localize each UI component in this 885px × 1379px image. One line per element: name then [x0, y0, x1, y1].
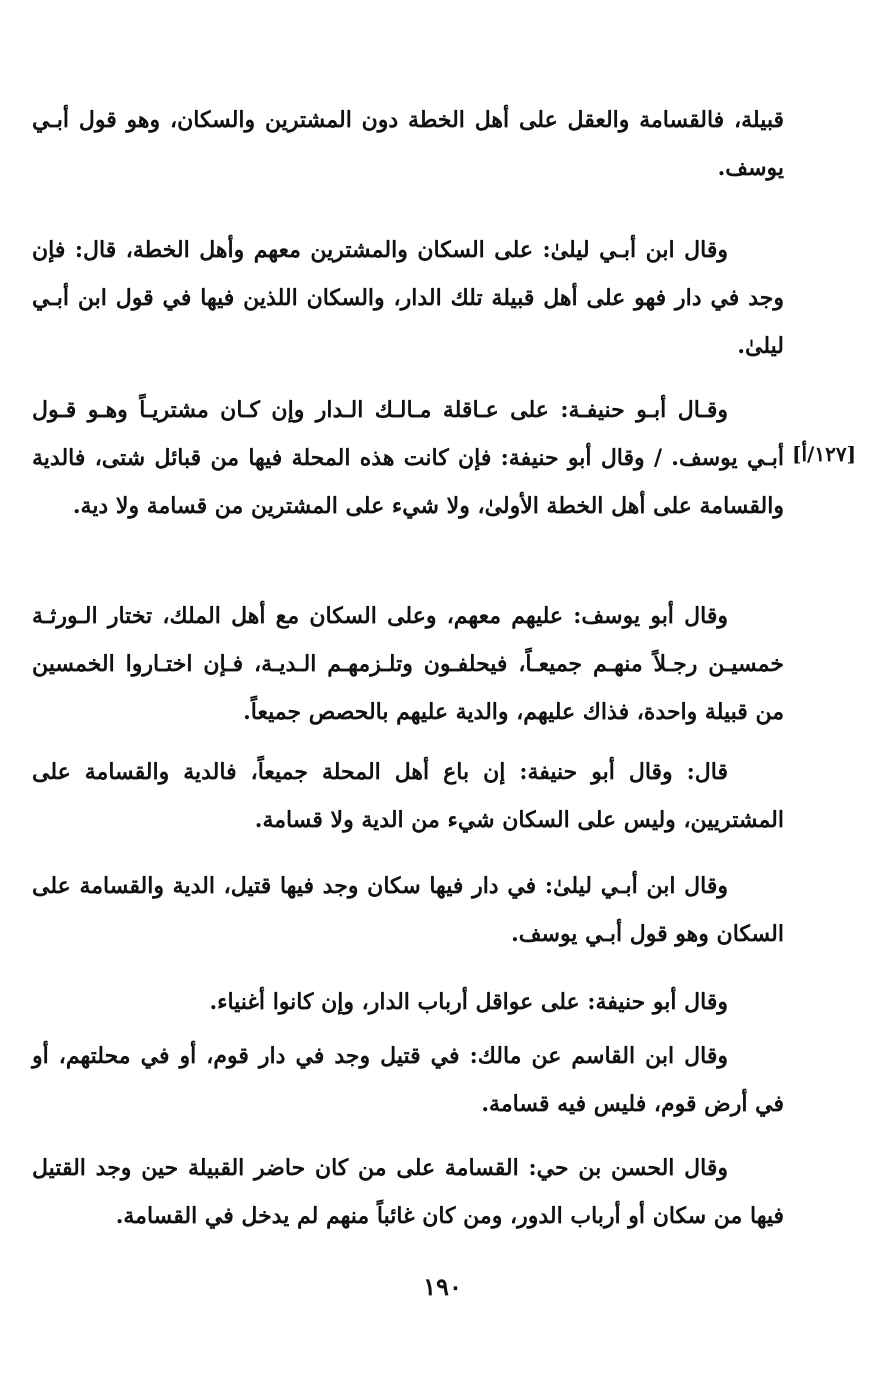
paragraph-7: وقال أبو حنيفة: على عواقل أرباب الدار، وإن كانوا أغنياء.: [209, 989, 728, 1015]
paragraph-8: وقال ابن القاسم عن مالك: في قتيل وجد في دار قوم، أو في محلتهم، أو في أرض قوم، فليس فيه قسامة.: [32, 1043, 784, 1117]
paragraph-9: وقال الحسن بن حي: القسامة على من كان حاضر القبيلة حين وجد القتيل فيها من سكان أو أرباب الدور، ومن كان غائباً منهم لم يدخل في القسامة.: [32, 1155, 784, 1229]
paragraph-2: وقال ابن أبـي ليلىٰ: على السكان والمشترين معهم وأهل الخطة، قال: فإن وجد في دار فهو على أهل قبيلة تلك الدار، والسكان اللذين فيها في قول ابن أبـي ليلىٰ.: [32, 237, 784, 359]
paragraph-3: وقـال أبـو حنيفـة: على عـاقلة مـالـك الـدار وإن كـان مشتريـاً وهـو قـول أبـي يوسف. / وقال أبو حنيفة: فإن كانت هذه المحلة فيها من قبائل شتى، فالدية والقسامة على أهل الخطة الأولىٰ، ولا شيء على المشترين من قسامة ولا دية.: [32, 397, 784, 519]
manuscript-folio-reference: [١٢٧/أ]: [792, 442, 857, 466]
paragraph-5: قال: وقال أبو حنيفة: إن باع أهل المحلة جميعاً، فالدية والقسامة على المشتريين، وليس على السكان شيء من الدية ولا قسامة.: [32, 759, 784, 833]
paragraph-4: وقال أبو يوسف: عليهم معهم، وعلى السكان مع أهل الملك، تختار الـورثـة خمسيـن رجـلاً منهـم جميعـاً، فيحلفـون وتلـزمهـم الـديـة، فـإن اختـاروا الخمسين من قبيلة واحدة، فذاك عليهم، والدية عليهم بالحصص جميعاً.: [32, 603, 784, 725]
page-number: ١٩٠: [423, 1272, 462, 1301]
paragraph-1: قبيلة، فالقسامة والعقل على أهل الخطة دون المشترين والسكان، وهو قول أبـي يوسف.: [32, 107, 784, 181]
paragraph-6: وقال ابن أبـي ليلىٰ: في دار فيها سكان وجد فيها قتيل، الدية والقسامة على السكان وهو قول أبـي يوسف.: [32, 873, 784, 947]
